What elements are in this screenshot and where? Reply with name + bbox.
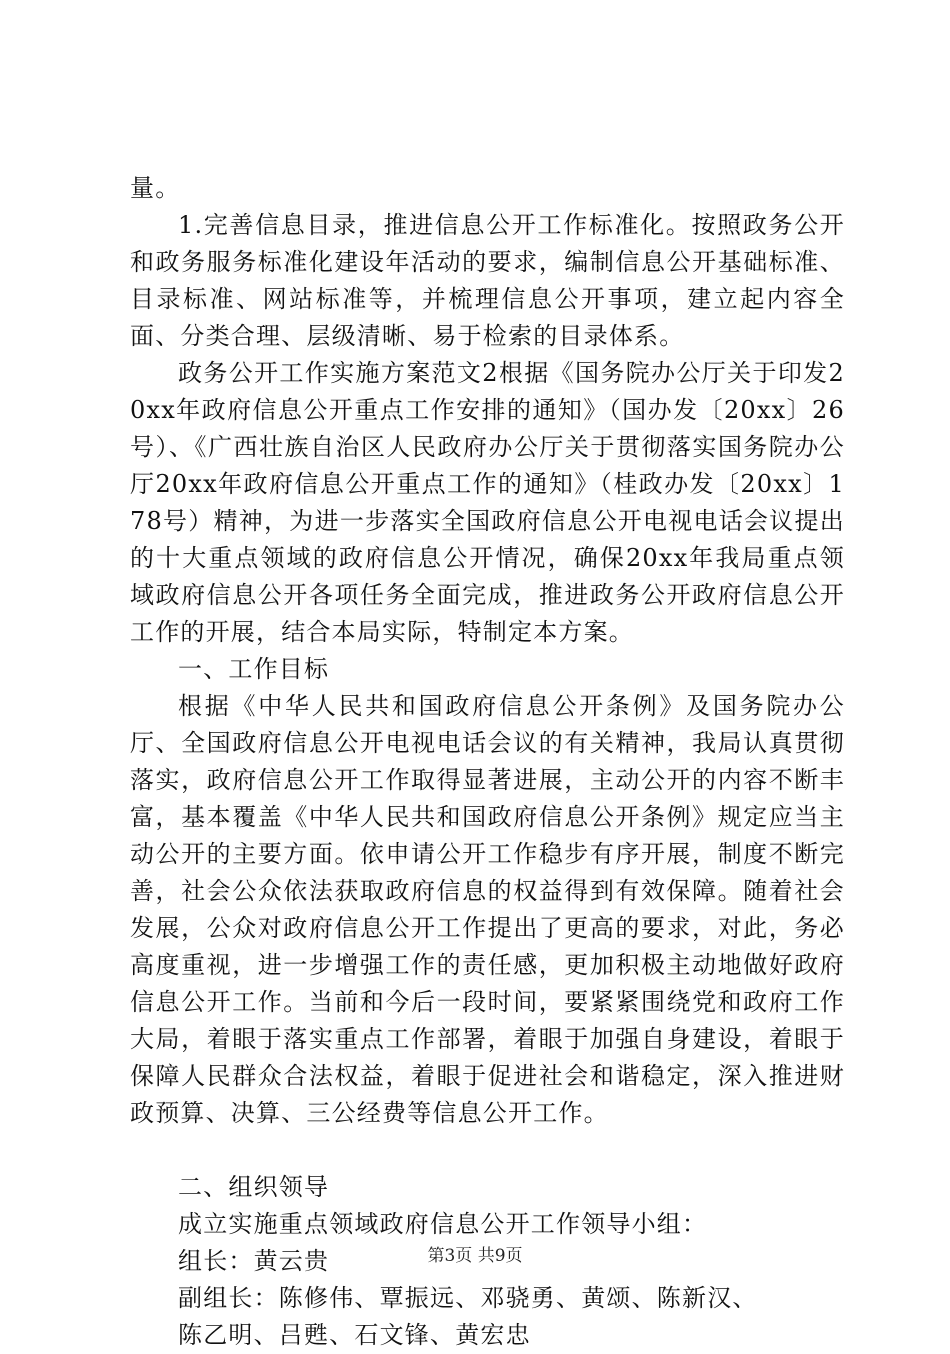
paragraph-deputy-leaders-cont: 陈乙明、吕甦、石文锋、黄宏忠	[178, 1321, 531, 1349]
blank-line	[130, 1132, 845, 1169]
paragraph-establish-group: 成立实施重点领域政府信息公开工作领导小组：	[178, 1210, 708, 1238]
section-heading-work-goals: 一、工作目标	[178, 655, 330, 683]
paragraph-intro: 政务公开工作实施方案范文2根据《国务院办公厅关于印发20xx年政府信息公开重点工作安排的通知》（国办发〔20xx〕26号）、《广西壮族自治区人民政府办公厅关于贯彻落实国务院办公厅20xx年政府信息公开重点工作的通知》（桂政办发〔20xx〕178号）精神，为进一步落实全国政府信息公开电视电话会议提出的十大重点领域的政府信息公开情况，确保20xx年我局重点领域政府信息公开各项任务全面完成，推进政务公开政府信息公开工作的开展，结合本局实际，特制定本方案。	[130, 359, 845, 646]
paragraph-continuation: 量。	[130, 174, 181, 202]
section-heading-organization: 二、组织领导	[178, 1173, 330, 1201]
paragraph-work-goals: 根据《中华人民共和国政府信息公开条例》及国务院办公厅、全国政府信息公开电视电话会议的有关精神，我局认真贯彻落实，政府信息公开工作取得显著进展，主动公开的内容不断丰富，基本覆盖《中华人民共和国政府信息公开条例》规定应当主动公开的主要方面。依申请公开工作稳步有序开展，制度不断完善，社会公众依法获取政府信息的权益得到有效保障。随着社会发展，公众对政府信息公开工作提出了更高的要求，对此，务必高度重视，进一步增强工作的责任感，更加积极主动地做好政府信息公开工作。当前和今后一段时间，要紧紧围绕党和政府工作大局，着眼于落实重点工作部署，着眼于加强自身建设，着眼于保障人民群众合法权益，着眼于促进社会和谐稳定，深入推进财政预算、决算、三公经费等信息公开工作。	[130, 692, 845, 1127]
paragraph-deputy-leaders: 副组长：陈修伟、覃振远、邓骁勇、黄颂、陈新汉、	[178, 1284, 758, 1312]
paragraph-item-1: 1.完善信息目录，推进信息公开工作标准化。按照政务公开和政务服务标准化建设年活动的要求，编制信息公开基础标准、目录标准、网站标准等，并梳理信息公开事项，建立起内容全面、分类合理、层级清晰、易于检索的目录体系。	[130, 211, 845, 350]
paragraph-group-leader: 组长：黄云贵	[178, 1247, 330, 1275]
document-body	[130, 170, 845, 1354]
page-footer: 第3页 共9页	[427, 1246, 523, 1266]
